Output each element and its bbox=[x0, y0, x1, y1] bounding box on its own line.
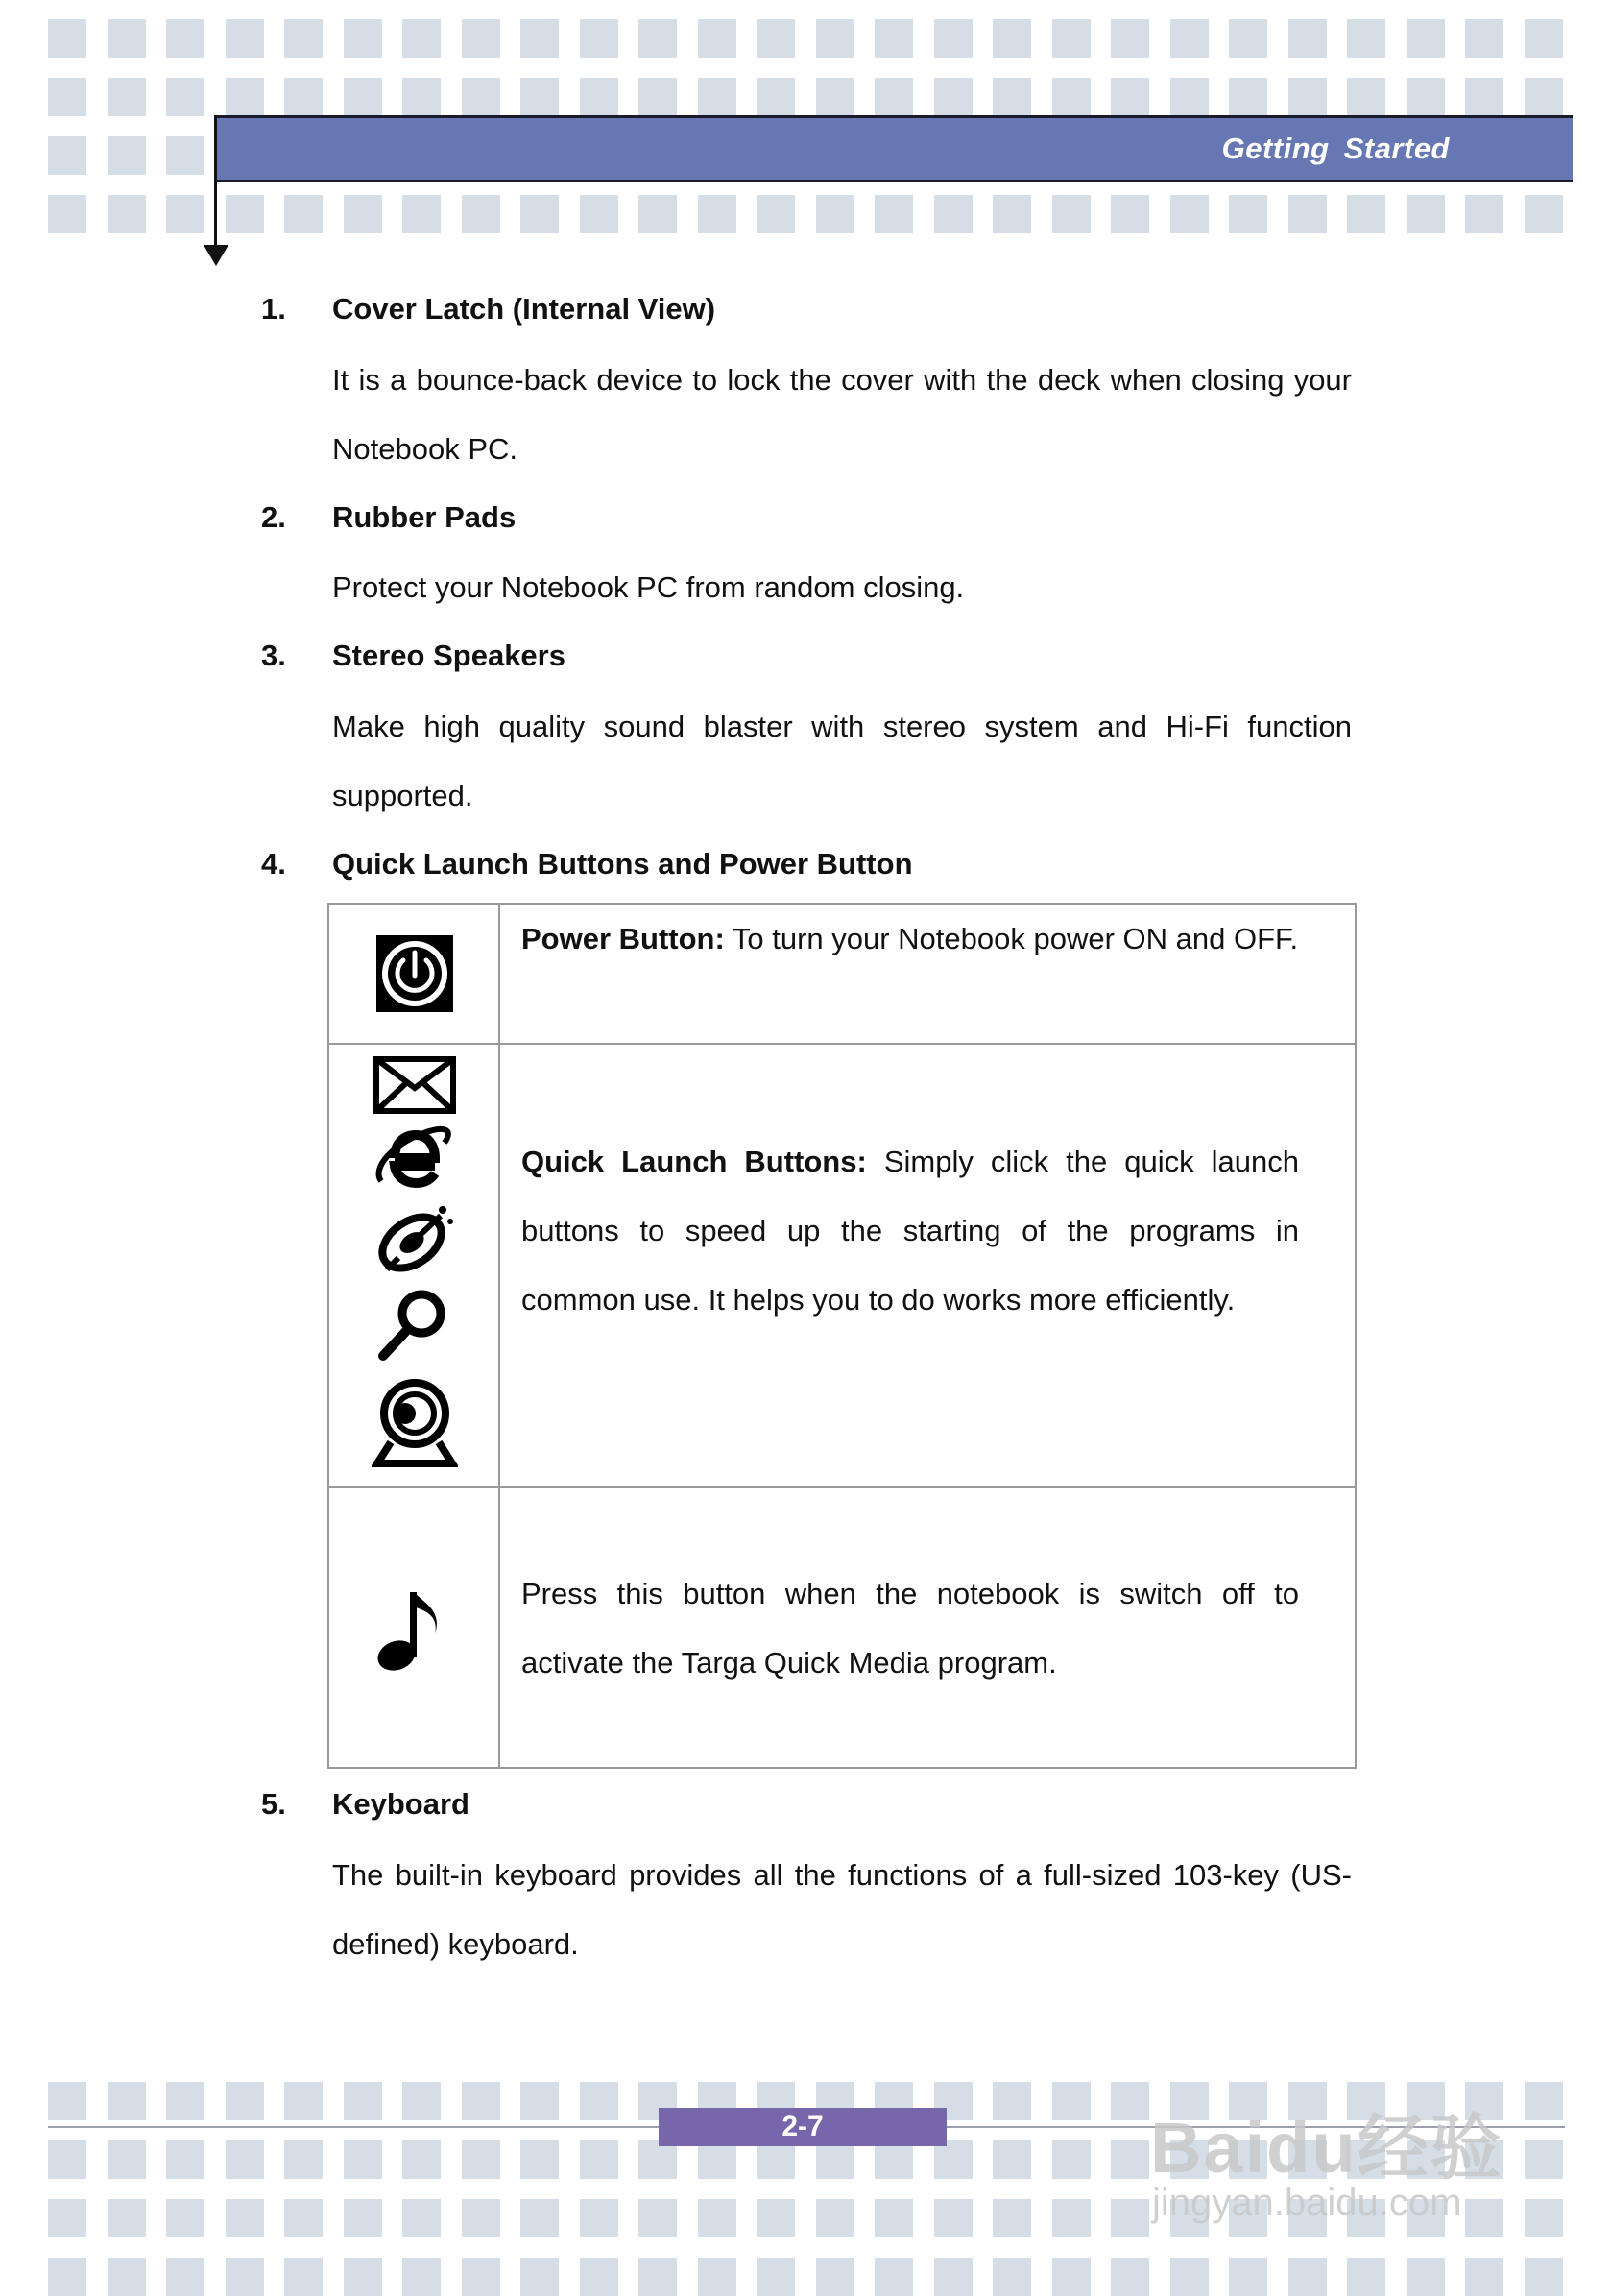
table-row bbox=[329, 1043, 1355, 1486]
decorative-square bbox=[993, 2258, 1031, 2296]
decorative-square bbox=[226, 195, 264, 233]
internet-explorer-icon bbox=[375, 1124, 452, 1195]
decorative-square bbox=[344, 2199, 382, 2237]
decorative-square bbox=[1347, 19, 1385, 58]
item-description: Make high quality sound blaster with stereo system and Hi-Fi function supported. bbox=[332, 710, 1352, 812]
decorative-square bbox=[402, 2140, 441, 2179]
decorative-square bbox=[462, 195, 500, 233]
decorative-square bbox=[816, 2258, 854, 2296]
decorative-square bbox=[520, 2140, 559, 2179]
item-title: Cover Latch (Internal View) bbox=[332, 292, 716, 326]
decorative-square bbox=[638, 195, 677, 233]
decorative-square bbox=[1465, 195, 1503, 233]
decorative-square bbox=[402, 19, 441, 58]
decorative-square bbox=[757, 2199, 795, 2237]
decorative-square bbox=[638, 2199, 677, 2237]
decorative-square bbox=[934, 2258, 973, 2296]
decorative-square bbox=[344, 19, 382, 58]
decorative-square bbox=[1052, 2140, 1091, 2179]
item-number: 3. bbox=[261, 639, 286, 672]
section-title: Getting Started bbox=[1221, 132, 1450, 165]
decorative-square bbox=[1465, 2199, 1503, 2237]
decorative-square bbox=[1288, 78, 1327, 116]
decorative-square bbox=[1170, 195, 1209, 233]
satellite-icon bbox=[373, 1202, 454, 1277]
decorative-square bbox=[698, 2140, 736, 2179]
decorative-square bbox=[108, 136, 146, 175]
quick-launch-description: Simply click the quick launch buttons to speed up the starting of the programs in common use. It helps you to do works more efficiently. bbox=[521, 1145, 1299, 1317]
decorative-square bbox=[1052, 2082, 1091, 2120]
decorative-square bbox=[462, 78, 500, 116]
decorative-square bbox=[1407, 19, 1445, 58]
decorative-square bbox=[993, 2140, 1031, 2179]
decorative-square bbox=[520, 2199, 559, 2237]
item-number: 5. bbox=[261, 1787, 286, 1821]
decorative-square bbox=[816, 19, 854, 58]
decorative-square bbox=[402, 2082, 441, 2120]
item-number: 2. bbox=[261, 500, 286, 534]
decorative-square bbox=[993, 19, 1031, 58]
decorative-square bbox=[1111, 2199, 1149, 2237]
decorative-square bbox=[1170, 78, 1209, 116]
decorative-square bbox=[402, 2258, 441, 2296]
decorative-square bbox=[875, 78, 913, 116]
item-title: Stereo Speakers bbox=[332, 639, 565, 672]
decorative-square bbox=[520, 2082, 559, 2120]
decorative-square bbox=[166, 78, 204, 116]
decorative-square bbox=[462, 19, 500, 58]
power-button-description: To turn your Notebook power ON and OFF. bbox=[724, 922, 1299, 955]
decorative-square bbox=[638, 2258, 677, 2296]
decorative-square bbox=[284, 2082, 323, 2120]
item-title: Rubber Pads bbox=[332, 500, 517, 534]
decorative-square bbox=[108, 2258, 146, 2296]
decorative-square bbox=[226, 19, 264, 58]
decorative-square bbox=[580, 78, 618, 116]
decorative-square bbox=[1525, 19, 1563, 58]
decorative-square bbox=[580, 2082, 618, 2120]
decorative-square bbox=[1288, 19, 1327, 58]
buttons-table bbox=[327, 903, 1357, 1769]
decorative-square bbox=[1111, 19, 1149, 58]
decorative-square bbox=[108, 195, 146, 233]
decorative-square bbox=[934, 2199, 973, 2237]
decorative-square bbox=[1288, 195, 1327, 233]
decorative-square bbox=[284, 2199, 323, 2237]
icon-cell bbox=[329, 905, 500, 1043]
decorative-square bbox=[1347, 195, 1385, 233]
decorative-square bbox=[757, 78, 795, 116]
item-description: The built-in keyboard provides all the functions of a full-sized 103-key (US-defined) keyboard. bbox=[332, 1858, 1352, 1961]
decorative-square bbox=[226, 2140, 264, 2179]
decorative-square bbox=[698, 195, 736, 233]
header-bar bbox=[217, 115, 1573, 182]
decorative-square bbox=[226, 78, 264, 116]
decorative-square bbox=[1288, 2258, 1327, 2296]
decorative-square bbox=[993, 2199, 1031, 2237]
decorative-square bbox=[580, 2258, 618, 2296]
decorative-square bbox=[698, 2199, 736, 2237]
decorative-square bbox=[993, 2082, 1031, 2120]
decorative-square bbox=[816, 2199, 854, 2237]
decorative-square bbox=[1525, 2258, 1563, 2296]
decorative-square bbox=[284, 19, 323, 58]
decorative-square bbox=[638, 78, 677, 116]
decorative-square bbox=[166, 2140, 204, 2179]
decorative-square bbox=[1465, 78, 1503, 116]
decorative-square bbox=[166, 19, 204, 58]
decorative-square bbox=[1052, 19, 1091, 58]
decorative-square bbox=[462, 2140, 500, 2179]
watermark-logo: Baidu经验 bbox=[1150, 2108, 1503, 2187]
item-description: Protect your Notebook PC from random closing. bbox=[332, 570, 965, 604]
table-row bbox=[329, 1486, 1355, 1767]
decorative-square bbox=[520, 2258, 559, 2296]
power-icon bbox=[376, 935, 453, 1012]
decorative-square bbox=[816, 2140, 854, 2179]
decorative-square bbox=[108, 2082, 146, 2120]
decorative-square bbox=[226, 2199, 264, 2237]
decorative-square bbox=[934, 195, 973, 233]
decorative-square bbox=[934, 78, 973, 116]
decorative-square bbox=[1407, 78, 1445, 116]
item-number: 4. bbox=[261, 847, 286, 881]
decorative-square bbox=[166, 195, 204, 233]
decorative-square bbox=[344, 195, 382, 233]
decorative-square bbox=[402, 2199, 441, 2237]
decorative-square bbox=[757, 2140, 795, 2179]
decorative-square bbox=[934, 2140, 973, 2179]
decorative-square bbox=[1111, 2140, 1149, 2179]
decorative-square bbox=[993, 78, 1031, 116]
decorative-square bbox=[48, 2258, 86, 2296]
decorative-square bbox=[48, 2199, 86, 2237]
mail-icon bbox=[373, 1056, 456, 1114]
decorative-square bbox=[1052, 2199, 1091, 2237]
decorative-square bbox=[462, 2199, 500, 2237]
search-icon bbox=[375, 1285, 452, 1362]
decorative-square bbox=[1170, 2258, 1209, 2296]
decorative-square bbox=[284, 2258, 323, 2296]
decorative-square bbox=[1525, 195, 1563, 233]
decorative-square bbox=[875, 2140, 913, 2179]
decorative-square bbox=[1525, 78, 1563, 116]
decorative-square bbox=[934, 19, 973, 58]
decorative-square bbox=[1052, 195, 1091, 233]
item-number: 1. bbox=[261, 292, 286, 326]
decorative-square bbox=[226, 2258, 264, 2296]
decorative-square bbox=[638, 19, 677, 58]
decorative-square bbox=[1407, 2258, 1445, 2296]
decorative-square bbox=[402, 78, 441, 116]
decorative-square bbox=[166, 2082, 204, 2120]
decorative-square bbox=[108, 2140, 146, 2179]
decorative-square bbox=[166, 2199, 204, 2237]
decorative-square bbox=[875, 19, 913, 58]
decorative-square bbox=[757, 19, 795, 58]
decorative-square bbox=[284, 2140, 323, 2179]
decorative-square bbox=[166, 2258, 204, 2296]
item-title: Quick Launch Buttons and Power Button bbox=[332, 847, 913, 881]
decorative-square bbox=[1229, 195, 1267, 233]
decorative-square bbox=[344, 2082, 382, 2120]
decorative-square bbox=[48, 78, 86, 116]
header-arrow-icon bbox=[204, 245, 228, 266]
decorative-square bbox=[1347, 78, 1385, 116]
decorative-square bbox=[816, 195, 854, 233]
decorative-square bbox=[402, 195, 441, 233]
watermark-url: jingyan.baidu.com bbox=[1152, 2182, 1462, 2224]
decorative-square bbox=[108, 78, 146, 116]
decorative-square bbox=[1347, 2258, 1385, 2296]
decorative-square bbox=[580, 2199, 618, 2237]
decorative-square bbox=[580, 195, 618, 233]
decorative-square bbox=[284, 195, 323, 233]
decorative-square bbox=[1170, 19, 1209, 58]
decorative-square bbox=[1111, 2258, 1149, 2296]
decorative-square bbox=[638, 2140, 677, 2179]
decorative-square bbox=[816, 78, 854, 116]
page-number: 2-7 bbox=[659, 2108, 947, 2146]
decorative-square bbox=[520, 195, 559, 233]
decorative-square bbox=[1111, 195, 1149, 233]
decorative-square bbox=[226, 2082, 264, 2120]
decorative-square bbox=[1111, 78, 1149, 116]
decorative-square bbox=[344, 2258, 382, 2296]
decorative-square bbox=[757, 2258, 795, 2296]
item-title: Keyboard bbox=[332, 1787, 469, 1821]
decorative-square bbox=[1465, 19, 1503, 58]
text-cell bbox=[500, 1045, 1355, 1486]
icon-cell bbox=[329, 1488, 500, 1767]
decorative-square bbox=[1525, 2140, 1563, 2179]
power-button-label: Power Button: bbox=[521, 922, 725, 955]
decorative-square bbox=[1052, 2258, 1091, 2296]
decorative-square bbox=[1525, 2082, 1563, 2120]
item-description: It is a bounce-back device to lock the cover with the deck when closing your Notebook PC. bbox=[332, 363, 1352, 466]
header-arrow-line bbox=[214, 115, 217, 248]
text-cell bbox=[500, 905, 1355, 1043]
decorative-square bbox=[875, 195, 913, 233]
decorative-square bbox=[580, 2140, 618, 2179]
decorative-square bbox=[48, 2082, 86, 2120]
decorative-square bbox=[108, 2199, 146, 2237]
decorative-square bbox=[1465, 2258, 1503, 2296]
media-button-description: Press this button when the notebook is switch off to activate the Targa Quick Media program. bbox=[521, 1577, 1299, 1680]
decorative-square bbox=[520, 19, 559, 58]
decorative-square bbox=[48, 136, 86, 175]
decorative-square bbox=[344, 2140, 382, 2179]
decorative-square bbox=[1407, 195, 1445, 233]
decorative-square bbox=[48, 195, 86, 233]
decorative-square bbox=[580, 19, 618, 58]
decorative-square bbox=[520, 78, 559, 116]
text-cell bbox=[500, 1488, 1355, 1767]
decorative-square bbox=[48, 19, 86, 58]
decorative-square bbox=[875, 2199, 913, 2237]
decorative-square bbox=[1229, 19, 1267, 58]
decorative-square bbox=[108, 19, 146, 58]
decorative-square bbox=[698, 78, 736, 116]
quick-launch-label: Quick Launch Buttons: bbox=[521, 1145, 867, 1178]
decorative-square bbox=[166, 136, 204, 175]
decorative-square bbox=[48, 2140, 86, 2179]
decorative-square bbox=[698, 2258, 736, 2296]
webcam-icon bbox=[372, 1377, 458, 1467]
table-row bbox=[329, 905, 1355, 1043]
decorative-square bbox=[1525, 2199, 1563, 2237]
decorative-square bbox=[462, 2082, 500, 2120]
decorative-square bbox=[344, 78, 382, 116]
decorative-square bbox=[1052, 78, 1091, 116]
decorative-square bbox=[1229, 2258, 1267, 2296]
decorative-square bbox=[993, 195, 1031, 233]
decorative-square bbox=[757, 195, 795, 233]
music-note-icon bbox=[375, 1584, 452, 1673]
decorative-square bbox=[698, 19, 736, 58]
decorative-square bbox=[875, 2258, 913, 2296]
decorative-square bbox=[1111, 2082, 1149, 2120]
decorative-square bbox=[284, 78, 323, 116]
decorative-square bbox=[462, 2258, 500, 2296]
decorative-square bbox=[1229, 78, 1267, 116]
icon-cell bbox=[329, 1045, 500, 1486]
